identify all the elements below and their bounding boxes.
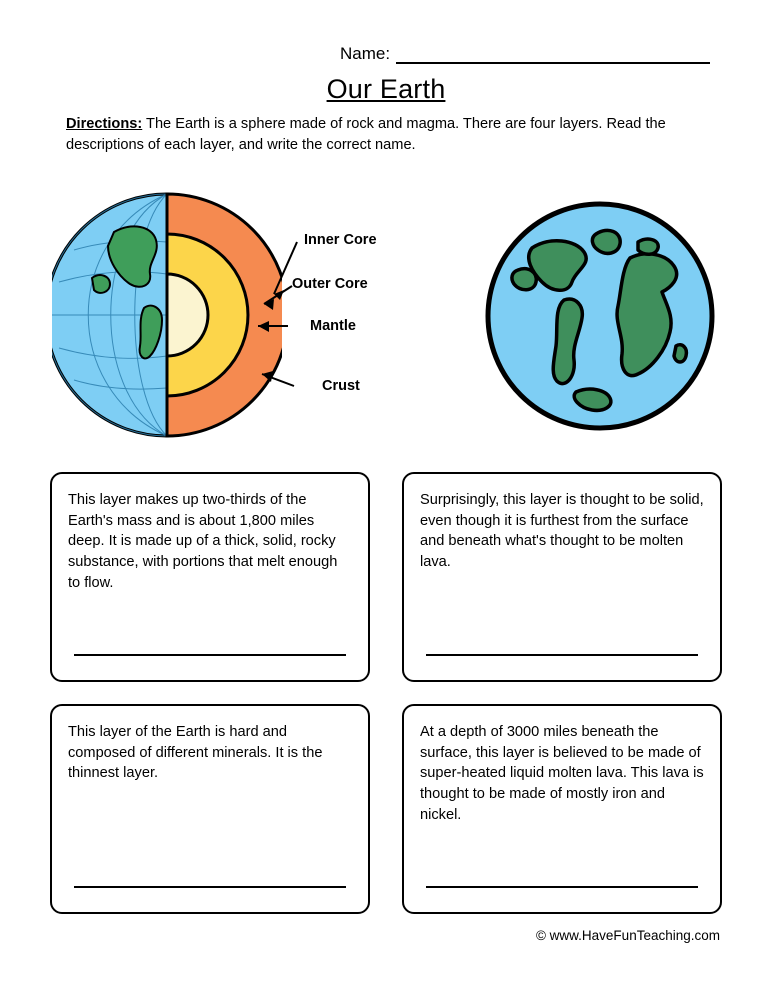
answer-box-row-2 — [50, 704, 722, 914]
directions-block — [66, 114, 716, 156]
label-outer-core: Outer Core — [292, 276, 368, 292]
answer-box-row-1 — [50, 472, 722, 682]
question-text-1: This layer makes up two-thirds of the Earth's mass and is about 1,800 miles deep. It is made up of a thick, solid, rocky substance, with portions that melt enough to flow. — [68, 492, 338, 591]
name-label: Name: — [340, 44, 391, 63]
question-box-3 — [50, 704, 370, 914]
question-text-3: This layer of the Earth is hard and composed of different minerals. It is the thinnest layer. — [68, 724, 323, 782]
earth-globe-illustration — [480, 196, 720, 436]
directions-label: Directions: — [66, 116, 143, 132]
answer-line-4[interactable] — [426, 886, 698, 888]
illustration-area — [0, 178, 772, 458]
name-field-row — [340, 44, 710, 64]
question-text-4: At a depth of 3000 miles beneath the surface, this layer is believed to be made of super-heated liquid molten lava. This lava is thought to be made of mostly iron and nickel. — [420, 724, 704, 823]
question-box-2 — [402, 472, 722, 682]
directions-text: The Earth is a sphere made of rock and magma. There are four layers. Read the descriptions of each layer, and write the correct name. — [66, 116, 666, 154]
question-box-1 — [50, 472, 370, 682]
question-box-4 — [402, 704, 722, 914]
diagram-labels — [282, 198, 422, 418]
question-text-2: Surprisingly, this layer is thought to be solid, even though it is furthest from the surface and beneath what's thought to be molten lava. — [420, 492, 704, 571]
label-crust: Crust — [322, 378, 360, 394]
page-title: Our Earth — [326, 74, 446, 104]
answer-line-2[interactable] — [426, 654, 698, 656]
answer-boxes — [50, 472, 722, 936]
label-inner-core: Inner Core — [304, 232, 377, 248]
footer-credit: © www.HaveFunTeaching.com — [535, 928, 720, 943]
name-input-line[interactable] — [396, 46, 710, 64]
label-mantle: Mantle — [310, 318, 356, 334]
answer-line-1[interactable] — [74, 654, 346, 656]
answer-line-3[interactable] — [74, 886, 346, 888]
